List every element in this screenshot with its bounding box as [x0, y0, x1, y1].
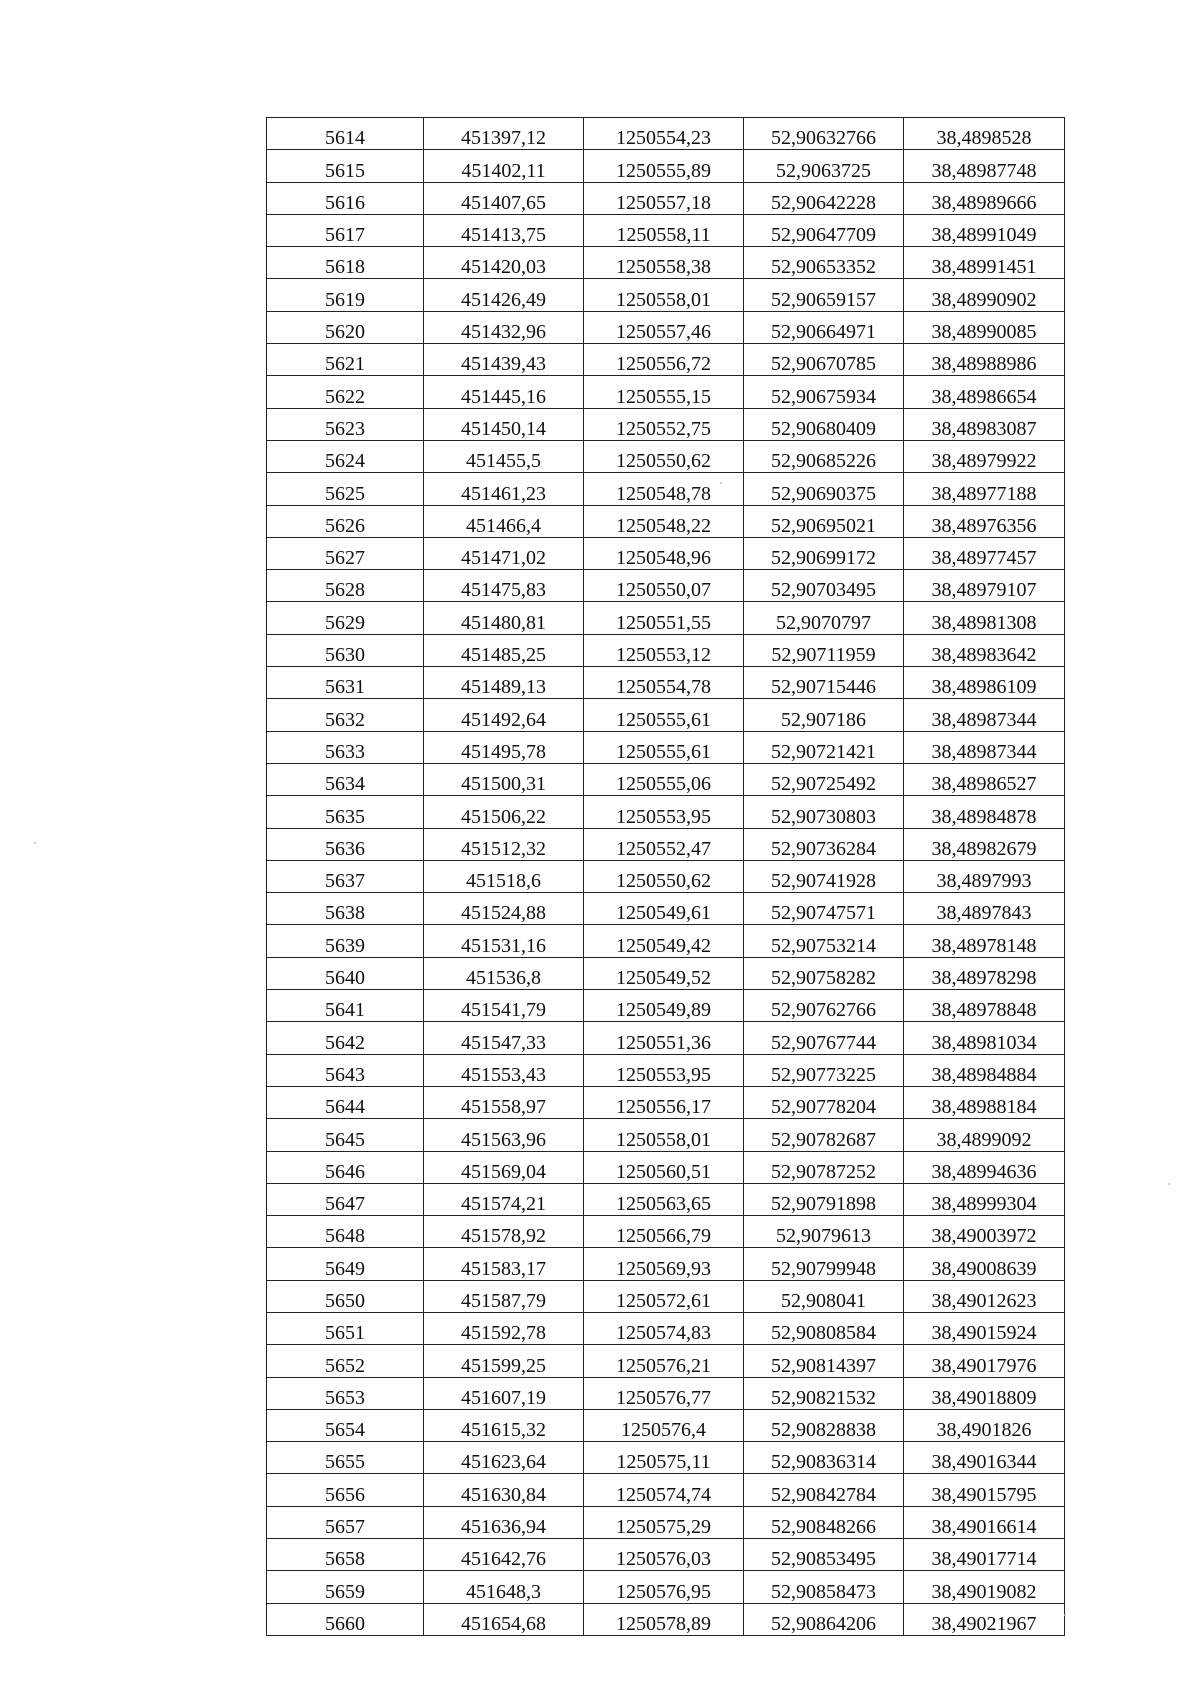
cell-y-coordinate: 1250576,4	[584, 1409, 744, 1441]
cell-point-number: 5654	[267, 1409, 424, 1441]
cell-point-number: 5630	[267, 634, 424, 666]
cell-point-number: 5620	[267, 311, 424, 343]
cell-latitude: 52,90664971	[744, 311, 904, 343]
table-row	[267, 1442, 1065, 1474]
table-row	[267, 1248, 1065, 1280]
cell-longitude: 38,48991049	[904, 214, 1065, 246]
cell-y-coordinate: 1250558,11	[584, 214, 744, 246]
cell-point-number: 5631	[267, 667, 424, 699]
cell-longitude: 38,48988184	[904, 1086, 1065, 1118]
cell-x-coordinate: 451615,32	[424, 1409, 584, 1441]
cell-point-number: 5622	[267, 376, 424, 408]
table-row	[267, 408, 1065, 440]
cell-longitude: 38,48987344	[904, 731, 1065, 763]
cell-longitude: 38,49003972	[904, 1216, 1065, 1248]
cell-point-number: 5634	[267, 763, 424, 795]
cell-point-number: 5653	[267, 1377, 424, 1409]
cell-x-coordinate: 451426,49	[424, 279, 584, 311]
table-row	[267, 667, 1065, 699]
cell-longitude: 38,49021967	[904, 1603, 1065, 1635]
table-row	[267, 311, 1065, 343]
table-row	[267, 440, 1065, 472]
cell-x-coordinate: 451636,94	[424, 1506, 584, 1538]
cell-point-number: 5618	[267, 247, 424, 279]
cell-longitude: 38,4897993	[904, 860, 1065, 892]
cell-latitude: 52,90821532	[744, 1377, 904, 1409]
cell-y-coordinate: 1250552,47	[584, 828, 744, 860]
cell-latitude: 52,90778204	[744, 1086, 904, 1118]
cell-latitude: 52,90695021	[744, 505, 904, 537]
cell-latitude: 52,907186	[744, 699, 904, 731]
cell-point-number: 5660	[267, 1603, 424, 1635]
cell-y-coordinate: 1250558,01	[584, 279, 744, 311]
cell-y-coordinate: 1250553,95	[584, 796, 744, 828]
cell-point-number: 5657	[267, 1506, 424, 1538]
table-row	[267, 214, 1065, 246]
table-row	[267, 893, 1065, 925]
table-row	[267, 731, 1065, 763]
cell-y-coordinate: 1250574,83	[584, 1312, 744, 1344]
cell-x-coordinate: 451512,32	[424, 828, 584, 860]
cell-longitude: 38,49015795	[904, 1474, 1065, 1506]
cell-x-coordinate: 451407,65	[424, 182, 584, 214]
cell-y-coordinate: 1250566,79	[584, 1216, 744, 1248]
table-row	[267, 279, 1065, 311]
table-row	[267, 990, 1065, 1022]
cell-point-number: 5638	[267, 893, 424, 925]
cell-y-coordinate: 1250556,72	[584, 344, 744, 376]
cell-x-coordinate: 451587,79	[424, 1280, 584, 1312]
cell-longitude: 38,48984878	[904, 796, 1065, 828]
cell-x-coordinate: 451475,83	[424, 570, 584, 602]
table-row	[267, 537, 1065, 569]
cell-latitude: 52,90680409	[744, 408, 904, 440]
cell-point-number: 5624	[267, 440, 424, 472]
table-row	[267, 1216, 1065, 1248]
cell-y-coordinate: 1250551,36	[584, 1022, 744, 1054]
cell-point-number: 5658	[267, 1539, 424, 1571]
table-row	[267, 925, 1065, 957]
table-row	[267, 1022, 1065, 1054]
table-row	[267, 182, 1065, 214]
cell-y-coordinate: 1250553,12	[584, 634, 744, 666]
cell-longitude: 38,48981308	[904, 602, 1065, 634]
table-row	[267, 1571, 1065, 1603]
cell-y-coordinate: 1250553,95	[584, 1054, 744, 1086]
cell-x-coordinate: 451531,16	[424, 925, 584, 957]
cell-longitude: 38,49008639	[904, 1248, 1065, 1280]
cell-x-coordinate: 451413,75	[424, 214, 584, 246]
table-row	[267, 505, 1065, 537]
cell-x-coordinate: 451630,84	[424, 1474, 584, 1506]
cell-y-coordinate: 1250555,15	[584, 376, 744, 408]
scan-speck	[34, 842, 36, 844]
cell-y-coordinate: 1250576,77	[584, 1377, 744, 1409]
cell-y-coordinate: 1250555,06	[584, 763, 744, 795]
cell-y-coordinate: 1250551,55	[584, 602, 744, 634]
cell-x-coordinate: 451518,6	[424, 860, 584, 892]
cell-longitude: 38,48999304	[904, 1183, 1065, 1215]
cell-longitude: 38,48987344	[904, 699, 1065, 731]
cell-x-coordinate: 451461,23	[424, 473, 584, 505]
cell-longitude: 38,48990085	[904, 311, 1065, 343]
cell-longitude: 38,48978298	[904, 957, 1065, 989]
cell-x-coordinate: 451623,64	[424, 1442, 584, 1474]
cell-y-coordinate: 1250554,78	[584, 667, 744, 699]
cell-longitude: 38,49016344	[904, 1442, 1065, 1474]
cell-latitude: 52,90782687	[744, 1119, 904, 1151]
cell-latitude: 52,90799948	[744, 1248, 904, 1280]
cell-longitude: 38,48988986	[904, 344, 1065, 376]
cell-x-coordinate: 451492,64	[424, 699, 584, 731]
cell-latitude: 52,90711959	[744, 634, 904, 666]
cell-x-coordinate: 451432,96	[424, 311, 584, 343]
table-row	[267, 634, 1065, 666]
cell-point-number: 5651	[267, 1312, 424, 1344]
cell-longitude: 38,48982679	[904, 828, 1065, 860]
table-row	[267, 1345, 1065, 1377]
cell-latitude: 52,90758282	[744, 957, 904, 989]
cell-longitude: 38,49018809	[904, 1377, 1065, 1409]
cell-point-number: 5656	[267, 1474, 424, 1506]
cell-x-coordinate: 451541,79	[424, 990, 584, 1022]
table-row	[267, 860, 1065, 892]
table-row	[267, 1474, 1065, 1506]
cell-latitude: 52,90730803	[744, 796, 904, 828]
cell-y-coordinate: 1250576,21	[584, 1345, 744, 1377]
cell-longitude: 38,48976356	[904, 505, 1065, 537]
cell-x-coordinate: 451547,33	[424, 1022, 584, 1054]
cell-point-number: 5627	[267, 537, 424, 569]
cell-y-coordinate: 1250560,51	[584, 1151, 744, 1183]
cell-latitude: 52,9070797	[744, 602, 904, 634]
cell-point-number: 5625	[267, 473, 424, 505]
scan-speck	[720, 482, 722, 484]
cell-y-coordinate: 1250549,61	[584, 893, 744, 925]
cell-x-coordinate: 451578,92	[424, 1216, 584, 1248]
cell-latitude: 52,90699172	[744, 537, 904, 569]
cell-x-coordinate: 451397,12	[424, 118, 584, 150]
cell-y-coordinate: 1250554,23	[584, 118, 744, 150]
cell-x-coordinate: 451489,13	[424, 667, 584, 699]
cell-point-number: 5617	[267, 214, 424, 246]
cell-longitude: 38,49017976	[904, 1345, 1065, 1377]
cell-x-coordinate: 451480,81	[424, 602, 584, 634]
cell-x-coordinate: 451485,25	[424, 634, 584, 666]
cell-y-coordinate: 1250576,03	[584, 1539, 744, 1571]
cell-x-coordinate: 451536,8	[424, 957, 584, 989]
cell-point-number: 5659	[267, 1571, 424, 1603]
cell-point-number: 5644	[267, 1086, 424, 1118]
cell-longitude: 38,48977457	[904, 537, 1065, 569]
cell-point-number: 5643	[267, 1054, 424, 1086]
cell-y-coordinate: 1250555,89	[584, 150, 744, 182]
table-row	[267, 699, 1065, 731]
cell-y-coordinate: 1250550,62	[584, 440, 744, 472]
cell-point-number: 5637	[267, 860, 424, 892]
table-row	[267, 1539, 1065, 1571]
table-row	[267, 763, 1065, 795]
cell-latitude: 52,90767744	[744, 1022, 904, 1054]
cell-longitude: 38,49019082	[904, 1571, 1065, 1603]
cell-latitude: 52,90787252	[744, 1151, 904, 1183]
cell-latitude: 52,9063725	[744, 150, 904, 182]
table-row	[267, 1086, 1065, 1118]
cell-latitude: 52,90808584	[744, 1312, 904, 1344]
cell-latitude: 52,90858473	[744, 1571, 904, 1603]
table-row	[267, 1409, 1065, 1441]
cell-x-coordinate: 451445,16	[424, 376, 584, 408]
cell-y-coordinate: 1250555,61	[584, 731, 744, 763]
cell-longitude: 38,48990902	[904, 279, 1065, 311]
cell-x-coordinate: 451642,76	[424, 1539, 584, 1571]
cell-longitude: 38,49016614	[904, 1506, 1065, 1538]
cell-longitude: 38,48994636	[904, 1151, 1065, 1183]
cell-x-coordinate: 451402,11	[424, 150, 584, 182]
cell-x-coordinate: 451648,3	[424, 1571, 584, 1603]
cell-longitude: 38,48977188	[904, 473, 1065, 505]
cell-point-number: 5619	[267, 279, 424, 311]
cell-y-coordinate: 1250557,46	[584, 311, 744, 343]
table-row	[267, 1312, 1065, 1344]
cell-point-number: 5650	[267, 1280, 424, 1312]
cell-y-coordinate: 1250557,18	[584, 182, 744, 214]
table-row	[267, 602, 1065, 634]
table-row	[267, 150, 1065, 182]
cell-point-number: 5623	[267, 408, 424, 440]
cell-x-coordinate: 451583,17	[424, 1248, 584, 1280]
table-row	[267, 1280, 1065, 1312]
table-row	[267, 796, 1065, 828]
cell-point-number: 5628	[267, 570, 424, 602]
cell-latitude: 52,90721421	[744, 731, 904, 763]
cell-longitude: 38,48986654	[904, 376, 1065, 408]
cell-y-coordinate: 1250572,61	[584, 1280, 744, 1312]
cell-longitude: 38,48984884	[904, 1054, 1065, 1086]
cell-x-coordinate: 451466,4	[424, 505, 584, 537]
table-row	[267, 1506, 1065, 1538]
cell-latitude: 52,90791898	[744, 1183, 904, 1215]
cell-point-number: 5645	[267, 1119, 424, 1151]
cell-y-coordinate: 1250563,65	[584, 1183, 744, 1215]
cell-y-coordinate: 1250569,93	[584, 1248, 744, 1280]
cell-latitude: 52,90773225	[744, 1054, 904, 1086]
cell-longitude: 38,48978148	[904, 925, 1065, 957]
cell-x-coordinate: 451439,43	[424, 344, 584, 376]
cell-point-number: 5648	[267, 1216, 424, 1248]
cell-latitude: 52,90715446	[744, 667, 904, 699]
table-row	[267, 118, 1065, 150]
cell-point-number: 5655	[267, 1442, 424, 1474]
cell-point-number: 5615	[267, 150, 424, 182]
cell-y-coordinate: 1250555,61	[584, 699, 744, 731]
table-row	[267, 828, 1065, 860]
cell-longitude: 38,48983642	[904, 634, 1065, 666]
cell-y-coordinate: 1250552,75	[584, 408, 744, 440]
cell-latitude: 52,90653352	[744, 247, 904, 279]
cell-x-coordinate: 451455,5	[424, 440, 584, 472]
cell-x-coordinate: 451607,19	[424, 1377, 584, 1409]
cell-y-coordinate: 1250578,89	[584, 1603, 744, 1635]
cell-longitude: 38,48986109	[904, 667, 1065, 699]
cell-latitude: 52,90853495	[744, 1539, 904, 1571]
cell-latitude: 52,90741928	[744, 860, 904, 892]
cell-latitude: 52,90647709	[744, 214, 904, 246]
cell-x-coordinate: 451495,78	[424, 731, 584, 763]
cell-latitude: 52,90685226	[744, 440, 904, 472]
table-row	[267, 570, 1065, 602]
coordinates-table	[266, 117, 1065, 1636]
cell-latitude: 52,90690375	[744, 473, 904, 505]
cell-x-coordinate: 451420,03	[424, 247, 584, 279]
cell-y-coordinate: 1250575,11	[584, 1442, 744, 1474]
cell-x-coordinate: 451500,31	[424, 763, 584, 795]
table-row	[267, 1119, 1065, 1151]
cell-point-number: 5642	[267, 1022, 424, 1054]
cell-longitude: 38,4898528	[904, 118, 1065, 150]
table-row	[267, 344, 1065, 376]
cell-x-coordinate: 451654,68	[424, 1603, 584, 1635]
scan-speck	[1168, 1183, 1170, 1185]
cell-latitude: 52,90864206	[744, 1603, 904, 1635]
cell-point-number: 5652	[267, 1345, 424, 1377]
cell-point-number: 5635	[267, 796, 424, 828]
cell-longitude: 38,49015924	[904, 1312, 1065, 1344]
cell-x-coordinate: 451558,97	[424, 1086, 584, 1118]
cell-latitude: 52,90670785	[744, 344, 904, 376]
cell-latitude: 52,90848266	[744, 1506, 904, 1538]
cell-longitude: 38,4897843	[904, 893, 1065, 925]
cell-latitude: 52,90836314	[744, 1442, 904, 1474]
cell-latitude: 52,9079613	[744, 1216, 904, 1248]
cell-longitude: 38,49017714	[904, 1539, 1065, 1571]
cell-x-coordinate: 451553,43	[424, 1054, 584, 1086]
cell-x-coordinate: 451569,04	[424, 1151, 584, 1183]
cell-longitude: 38,48978848	[904, 990, 1065, 1022]
cell-point-number: 5632	[267, 699, 424, 731]
cell-latitude: 52,90632766	[744, 118, 904, 150]
table-row	[267, 247, 1065, 279]
cell-y-coordinate: 1250550,07	[584, 570, 744, 602]
cell-point-number: 5621	[267, 344, 424, 376]
cell-y-coordinate: 1250549,52	[584, 957, 744, 989]
cell-point-number: 5646	[267, 1151, 424, 1183]
cell-y-coordinate: 1250558,38	[584, 247, 744, 279]
cell-x-coordinate: 451471,02	[424, 537, 584, 569]
cell-latitude: 52,90762766	[744, 990, 904, 1022]
cell-point-number: 5633	[267, 731, 424, 763]
table-row	[267, 1054, 1065, 1086]
cell-y-coordinate: 1250548,78	[584, 473, 744, 505]
cell-latitude: 52,90736284	[744, 828, 904, 860]
cell-latitude: 52,90828838	[744, 1409, 904, 1441]
cell-latitude: 52,90725492	[744, 763, 904, 795]
cell-longitude: 38,48989666	[904, 182, 1065, 214]
cell-y-coordinate: 1250548,96	[584, 537, 744, 569]
cell-y-coordinate: 1250556,17	[584, 1086, 744, 1118]
cell-longitude: 38,48979107	[904, 570, 1065, 602]
table-row	[267, 1603, 1065, 1635]
cell-longitude: 38,4901826	[904, 1409, 1065, 1441]
cell-longitude: 38,48983087	[904, 408, 1065, 440]
cell-latitude: 52,90842784	[744, 1474, 904, 1506]
cell-longitude: 38,48986527	[904, 763, 1065, 795]
cell-longitude: 38,48991451	[904, 247, 1065, 279]
cell-latitude: 52,90703495	[744, 570, 904, 602]
cell-x-coordinate: 451574,21	[424, 1183, 584, 1215]
table-row	[267, 473, 1065, 505]
cell-longitude: 38,48987748	[904, 150, 1065, 182]
cell-x-coordinate: 451563,96	[424, 1119, 584, 1151]
cell-longitude: 38,48979922	[904, 440, 1065, 472]
cell-x-coordinate: 451524,88	[424, 893, 584, 925]
cell-latitude: 52,908041	[744, 1280, 904, 1312]
cell-y-coordinate: 1250550,62	[584, 860, 744, 892]
table-row	[267, 1183, 1065, 1215]
table-row	[267, 1151, 1065, 1183]
cell-point-number: 5640	[267, 957, 424, 989]
cell-point-number: 5616	[267, 182, 424, 214]
cell-y-coordinate: 1250558,01	[584, 1119, 744, 1151]
table-row	[267, 1377, 1065, 1409]
cell-point-number: 5639	[267, 925, 424, 957]
cell-y-coordinate: 1250576,95	[584, 1571, 744, 1603]
cell-point-number: 5647	[267, 1183, 424, 1215]
cell-y-coordinate: 1250575,29	[584, 1506, 744, 1538]
cell-longitude: 38,4899092	[904, 1119, 1065, 1151]
cell-point-number: 5614	[267, 118, 424, 150]
cell-point-number: 5641	[267, 990, 424, 1022]
table-row	[267, 376, 1065, 408]
cell-latitude: 52,90814397	[744, 1345, 904, 1377]
cell-latitude: 52,90753214	[744, 925, 904, 957]
table-row	[267, 957, 1065, 989]
cell-y-coordinate: 1250574,74	[584, 1474, 744, 1506]
cell-point-number: 5636	[267, 828, 424, 860]
cell-latitude: 52,90747571	[744, 893, 904, 925]
cell-x-coordinate: 451592,78	[424, 1312, 584, 1344]
cell-y-coordinate: 1250549,89	[584, 990, 744, 1022]
cell-longitude: 38,49012623	[904, 1280, 1065, 1312]
cell-longitude: 38,48981034	[904, 1022, 1065, 1054]
cell-latitude: 52,90642228	[744, 182, 904, 214]
cell-y-coordinate: 1250548,22	[584, 505, 744, 537]
cell-latitude: 52,90659157	[744, 279, 904, 311]
cell-point-number: 5649	[267, 1248, 424, 1280]
scan-speck	[1064, 1614, 1066, 1616]
cell-latitude: 52,90675934	[744, 376, 904, 408]
cell-x-coordinate: 451599,25	[424, 1345, 584, 1377]
cell-x-coordinate: 451506,22	[424, 796, 584, 828]
cell-point-number: 5629	[267, 602, 424, 634]
cell-y-coordinate: 1250549,42	[584, 925, 744, 957]
coordinates-table-body	[267, 118, 1065, 1636]
cell-point-number: 5626	[267, 505, 424, 537]
cell-x-coordinate: 451450,14	[424, 408, 584, 440]
